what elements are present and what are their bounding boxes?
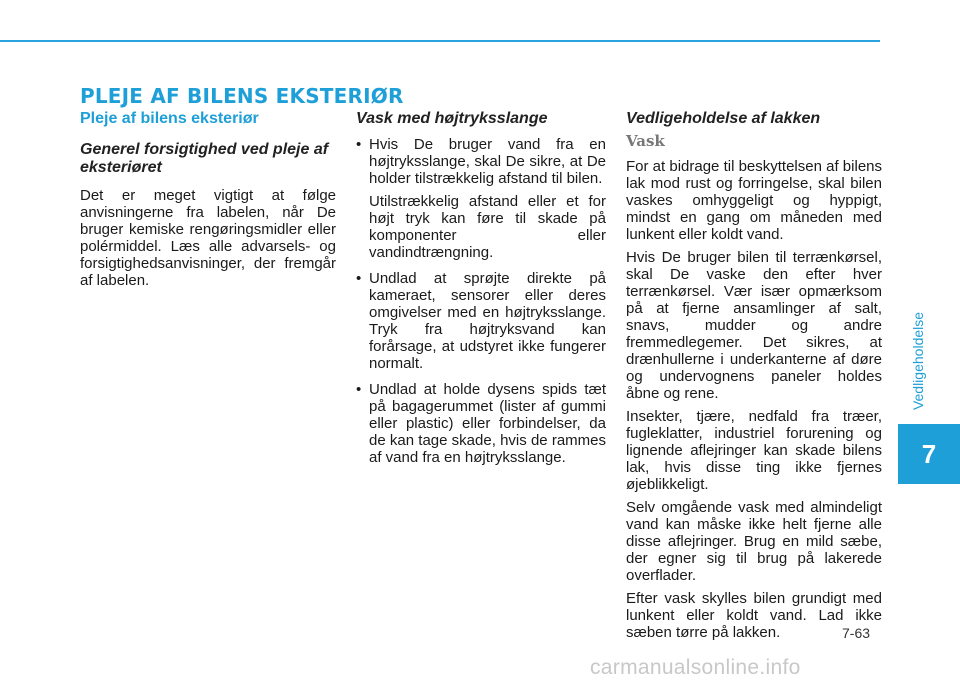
subheading-general-caution: Generel forsigtighed ved pleje af eksteriøret [80, 141, 329, 176]
paragraph: Efter vask skylles bilen grundigt med lunkent eller koldt vand. Lad ikke sæben tørre på lakken. [626, 590, 882, 641]
paragraph: Insekter, tjære, nedfald fra træer, fugleklatter, industriel forurening og lignende aflejringer kan skade bilens lak, hvis disse ting ikke fjernes øjeblikkeligt. [626, 408, 882, 493]
paragraph: Hvis De bruger bilen til terrænkørsel, skal De vaske den efter hver terrænkørsel. Vær især opmærksom på at fjerne ansamlinger af salt, snavs, mudder og andre fremmedlegemer. Det sikres, at drænhullerne i underkanterne af døre og undervognens paneler holdes åbne og rene. [626, 249, 882, 402]
side-section-label [896, 306, 940, 416]
paragraph-labels: Det er meget vigtigt at følge anvisningerne fra labelen, når De bruger kemiske rengøringsmidler eller polérmiddel. Læs alle advarsels- og forsigtighedsanvisninger, der fremgår af labelen. [80, 187, 336, 289]
paragraph: For at bidrage til beskyttelsen af bilens lak mod rust og forringelse, skal bilen vaskes omhyggeligt og hyppigt, mindst en gang om måneden med lunkent eller koldt vand. [626, 158, 882, 243]
bullet-text: • Hvis De bruger vand fra en højtryksslange, skal De sikre, at De holder tilstrækkelig afstand til bilen. [369, 136, 606, 187]
heading-paint-care: Vedligeholdelse af lakken [626, 110, 821, 127]
column-3 [626, 110, 882, 647]
bullet-item [356, 136, 606, 261]
subhead-care: Pleje af bilens eksteriør [80, 110, 259, 127]
bullet-item [356, 270, 606, 372]
bullet-text: • Undlad at holde dysens spids tæt på bagagerummet (lister af gummi eller plastic) eller forbindelser, da de kan tage skade, hvis de rammes af vand fra en højtryksslange. [369, 381, 606, 466]
bullet-text: • Undlad at sprøjte direkte på kameraet, sensorer eller deres omgivelser med en højtryksslange. Tryk fra højtryksvand kan forårsage, at udstyret ikke fungerer normalt. [369, 270, 606, 372]
watermark: carmanualsonline.info [590, 656, 801, 679]
bullet-continuation: Utilstrækkelig afstand eller et for højt tryk kan føre til skade på komponenter eller vandindtrængning. [369, 193, 606, 261]
heading-high-pressure-wash: Vask med højtryksslange [356, 110, 548, 127]
header-rule [0, 40, 880, 42]
section-title: PLEJE AF BILENS EKSTERIØR [80, 84, 404, 108]
column-1 [80, 110, 336, 295]
column-2 [356, 110, 606, 475]
subheading-wash: Vask [626, 132, 665, 150]
chapter-number: 7 [921, 438, 937, 469]
bullet-item [356, 381, 606, 466]
bullet-list [356, 136, 606, 466]
side-section-text: Vedligeholdelse [910, 311, 926, 411]
chapter-tab [898, 424, 960, 484]
page-number: 7-63 [842, 625, 871, 641]
paragraph: Selv omgående vask med almindeligt vand kan måske ikke helt fjerne alle disse aflejringer. Brug en mild sæbe, der egner sig til brug på lakerede overflader. [626, 499, 882, 584]
